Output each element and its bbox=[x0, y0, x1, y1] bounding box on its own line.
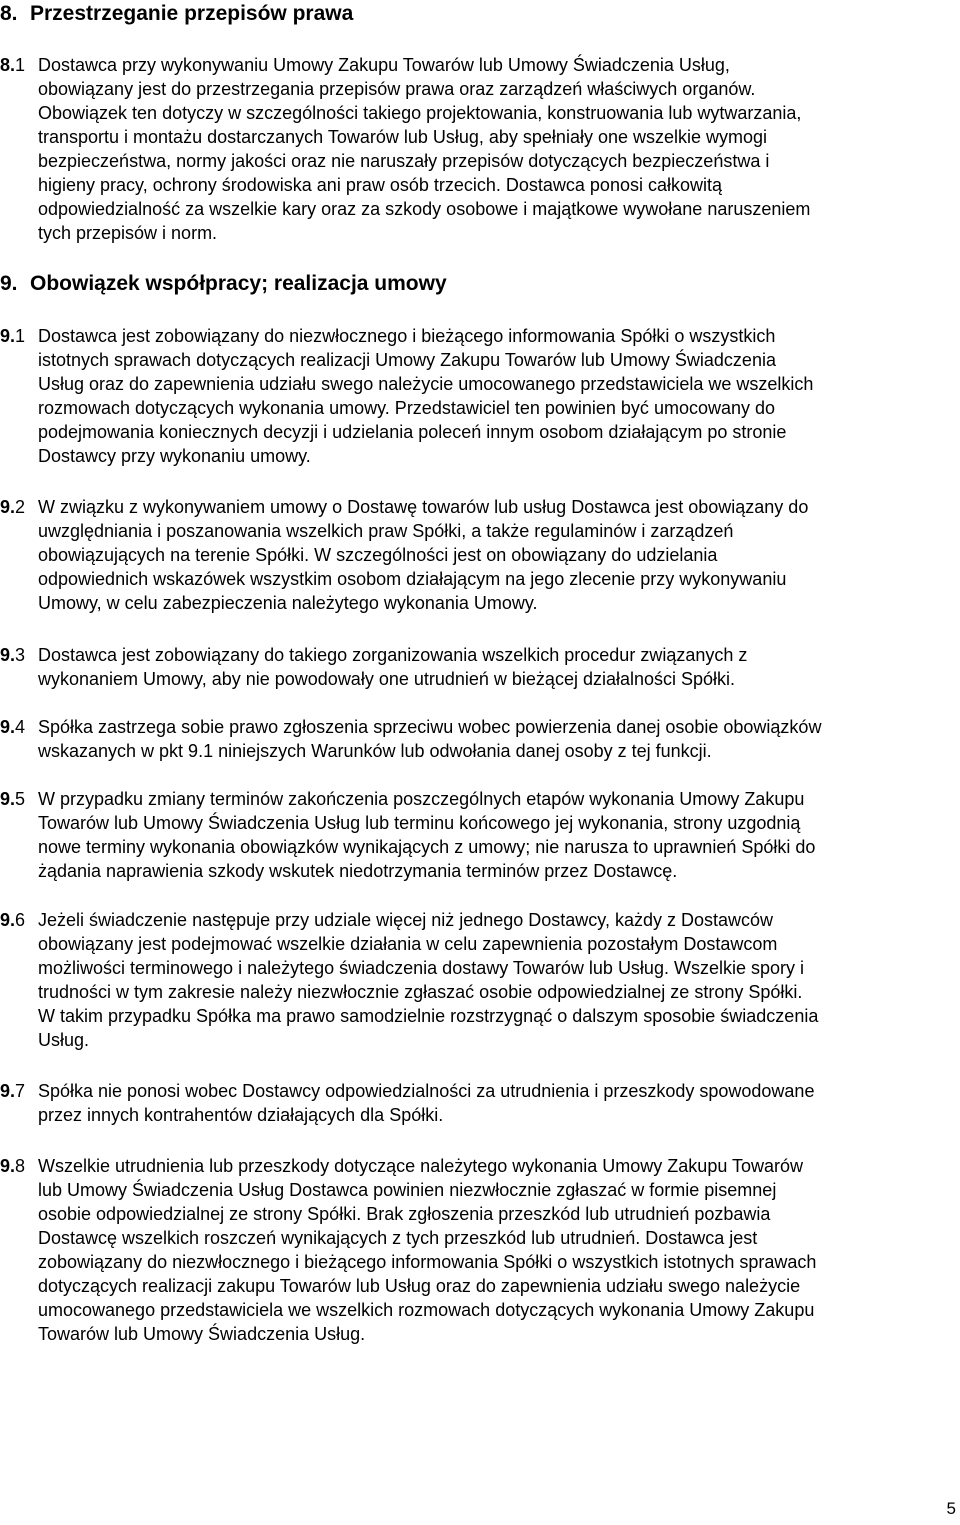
paragraph-line: higieny pracy, ochrony środowiska ani praw osób trzecich. Dostawca ponosi całkowitą bbox=[38, 175, 722, 195]
paragraph-number bbox=[0, 715, 25, 739]
paragraph-number-major: 9. bbox=[0, 717, 16, 737]
paragraph-number-minor: 7 bbox=[15, 1081, 26, 1101]
paragraph-line: możliwości terminowego i należytego świadczenia dostawy Towarów lub Usług. Wszelkie spory i bbox=[38, 958, 804, 978]
paragraph-line: obowiązujących na terenie Spółki. W szczególności jest on obowiązany do udzielania bbox=[38, 545, 718, 565]
paragraph-number-minor: 1 bbox=[15, 326, 26, 346]
paragraph-line: Dostawca jest zobowiązany do takiego zorganizowania wszelkich procedur związanych z bbox=[38, 645, 748, 665]
paragraph-number-major: 9. bbox=[0, 1156, 16, 1176]
paragraph-line: bezpieczeństwa, normy jakości oraz nie naruszały przepisów dotyczących bezpieczeństwa i bbox=[38, 151, 770, 171]
paragraph-9-5 bbox=[0, 787, 958, 883]
paragraph-line: osobie odpowiedzialnej ze strony Spółki. Brak zgłoszenia przeszkód lub utrudnień pozbawia bbox=[38, 1204, 771, 1224]
paragraph-line: Dostawca jest zobowiązany do niezwłocznego i bieżącego informowania Spółki o wszystkich bbox=[38, 326, 776, 346]
section-heading-8 bbox=[0, 2, 353, 26]
paragraph-number-major: 9. bbox=[0, 645, 16, 665]
heading-number: 8. bbox=[0, 2, 18, 25]
paragraph-line: Usług oraz do zapewnienia udziału swego należycie umocowanego przedstawiciela we wszelkich bbox=[38, 374, 814, 394]
paragraph-number-major: 9. bbox=[0, 789, 16, 809]
paragraph-line: obowiązany jest do przestrzegania przepisów prawa oraz zarządzeń właściwych organów. bbox=[38, 79, 756, 99]
paragraph-9-2 bbox=[0, 495, 958, 615]
paragraph-line: przez innych kontrahentów działających dla Spółki. bbox=[38, 1105, 444, 1125]
paragraph-number-major: 9. bbox=[0, 326, 16, 346]
heading-title: Przestrzeganie przepisów prawa bbox=[30, 2, 354, 25]
paragraph-number-major: 9. bbox=[0, 497, 16, 517]
paragraph-line: tych przepisów i norm. bbox=[38, 223, 218, 243]
paragraph-number bbox=[0, 908, 25, 932]
paragraph-line: podejmowania koniecznych decyzji i udzielania poleceń innym osobom działającym po stronie bbox=[38, 422, 787, 442]
paragraph-body bbox=[38, 908, 958, 1052]
paragraph-line: lub Umowy Świadczenia Usług Dostawca powinien niezwłocznie zgłaszać w formie pisemnej bbox=[38, 1180, 777, 1200]
paragraph-line: W przypadku zmiany terminów zakończenia poszczególnych etapów wykonania Umowy Zakupu bbox=[38, 789, 805, 809]
heading-number: 9. bbox=[0, 272, 18, 295]
paragraph-body bbox=[38, 643, 958, 691]
paragraph-number-minor: 5 bbox=[15, 789, 26, 809]
paragraph-line: Spółka zastrzega sobie prawo zgłoszenia sprzeciwu wobec powierzenia danej osobie obowiązków bbox=[38, 717, 822, 737]
paragraph-line: nowe terminy wykonania obowiązków wynikających z umowy; nie narusza to uprawnień Spółki do bbox=[38, 837, 816, 857]
paragraph-body bbox=[38, 715, 958, 763]
paragraph-line: Wszelkie utrudnienia lub przeszkody dotyczące należytego wykonania Umowy Zakupu Towarów bbox=[38, 1156, 804, 1176]
paragraph-line: umocowanego przedstawiciela we wszelkich rozmowach dotyczących wykonania Umowy Zakupu bbox=[38, 1300, 815, 1320]
paragraph-number-minor: 8 bbox=[15, 1156, 26, 1176]
paragraph-number-major: 9. bbox=[0, 1081, 16, 1101]
paragraph-number-minor: 3 bbox=[15, 645, 26, 665]
paragraph-line: istotnych sprawach dotyczących realizacji Umowy Zakupu Towarów lub Umowy Świadczenia bbox=[38, 350, 776, 370]
paragraph-9-3 bbox=[0, 643, 958, 691]
paragraph-line: dotyczących realizacji zakupu Towarów lub Usług oraz do zapewnienia udziału swego należycie bbox=[38, 1276, 801, 1296]
paragraph-line: Dostawca przy wykonywaniu Umowy Zakupu Towarów lub Umowy Świadczenia Usług, bbox=[38, 55, 730, 75]
paragraph-9-1 bbox=[0, 324, 958, 468]
paragraph-line: żądania naprawienia szkody wskutek niedotrzymania terminów przez Dostawcę. bbox=[38, 861, 678, 881]
paragraph-number-minor: 1 bbox=[15, 55, 26, 75]
paragraph-body bbox=[38, 324, 958, 468]
paragraph-line: zobowiązany do niezwłocznego i bieżącego informowania Spółki o wszystkich istotnych sprawach bbox=[38, 1252, 817, 1272]
section-heading-9 bbox=[0, 272, 447, 296]
paragraph-line: rozmowach dotyczących wykonania umowy. Przedstawiciel ten powinien być umocowany do bbox=[38, 398, 776, 418]
paragraph-line: wykonaniem Umowy, aby nie powodowały one utrudnień w bieżącej działalności Spółki. bbox=[38, 669, 736, 689]
paragraph-line: odpowiedzialność za wszelkie kary oraz za szkody osobowe i majątkowe wywołane naruszeniem bbox=[38, 199, 811, 219]
paragraph-line: obowiązany jest podejmować wszelkie działania w celu zapewnienia pozostałym Dostawcom bbox=[38, 934, 778, 954]
paragraph-number-major: 8. bbox=[0, 55, 16, 75]
paragraph-line: Towarów lub Umowy Świadczenia Usług. bbox=[38, 1324, 366, 1344]
paragraph-9-4 bbox=[0, 715, 958, 763]
paragraph-body bbox=[38, 1154, 958, 1346]
paragraph-line: uwzględniania i poszanowania wszelkich praw Spółki, a także regulaminów i zarządzeń bbox=[38, 521, 734, 541]
paragraph-number bbox=[0, 1079, 25, 1103]
paragraph-number-minor: 6 bbox=[15, 910, 26, 930]
paragraph-line: W takim przypadku Spółka ma prawo samodzielnie rozstrzygnąć o dalszym sposobie świadczenia bbox=[38, 1006, 819, 1026]
paragraph-line: odpowiednich wskazówek wszystkim osobom działającym na jego zlecenie przy wykonywaniu bbox=[38, 569, 787, 589]
paragraph-line: Obowiązek ten dotyczy w szczególności takiego projektowania, konstruowania lub wytwarzania, bbox=[38, 103, 802, 123]
paragraph-line: Dostawcy przy wykonaniu umowy. bbox=[38, 446, 311, 466]
paragraph-line: Towarów lub Umowy Świadczenia Usług lub terminu końcowego jej wykonania, strony uzgodnią bbox=[38, 813, 801, 833]
paragraph-line: Spółka nie ponosi wobec Dostawcy odpowiedzialności za utrudnienia i przeszkody spowodowane bbox=[38, 1081, 815, 1101]
paragraph-body bbox=[38, 53, 958, 245]
paragraph-line: trudności w tym zakresie należy niezwłocznie zgłaszać osobie odpowiedzialnej ze strony Spółki. bbox=[38, 982, 803, 1002]
heading-title: Obowiązek współpracy; realizacja umowy bbox=[30, 272, 447, 295]
paragraph-number bbox=[0, 53, 25, 77]
paragraph-8-1 bbox=[0, 53, 958, 245]
paragraph-number bbox=[0, 324, 25, 348]
paragraph-number bbox=[0, 787, 25, 811]
page-number: 5 bbox=[946, 1499, 956, 1518]
paragraph-number-major: 9. bbox=[0, 910, 16, 930]
paragraph-number bbox=[0, 495, 25, 519]
paragraph-body bbox=[38, 1079, 958, 1127]
paragraph-line: W związku z wykonywaniem umowy o Dostawę towarów lub usług Dostawca jest obowiązany do bbox=[38, 497, 809, 517]
paragraph-line: transportu i montażu dostarczanych Towarów lub Usług, aby spełniały one wszelkie wymogi bbox=[38, 127, 768, 147]
paragraph-body bbox=[38, 495, 958, 615]
paragraph-line: Jeżeli świadczenie następuje przy udziale więcej niż jednego Dostawcy, każdy z Dostawców bbox=[38, 910, 774, 930]
paragraph-9-6 bbox=[0, 908, 958, 1052]
paragraph-line: Dostawcę wszelkich roszczeń wynikających z tych przeszkód lub utrudnień. Dostawca jest bbox=[38, 1228, 758, 1248]
paragraph-number-minor: 2 bbox=[15, 497, 26, 517]
paragraph-body bbox=[38, 787, 958, 883]
paragraph-line: Umowy, w celu zabezpieczenia należytego wykonania Umowy. bbox=[38, 593, 538, 613]
paragraph-9-8 bbox=[0, 1154, 958, 1346]
paragraph-number bbox=[0, 1154, 25, 1178]
paragraph-9-7 bbox=[0, 1079, 958, 1127]
paragraph-line: Usług. bbox=[38, 1030, 90, 1050]
paragraph-number-minor: 4 bbox=[15, 717, 26, 737]
paragraph-line: wskazanych w pkt 9.1 niniejszych Warunków lub odwołania danej osoby z tej funkcji. bbox=[38, 741, 712, 761]
paragraph-number bbox=[0, 643, 25, 667]
